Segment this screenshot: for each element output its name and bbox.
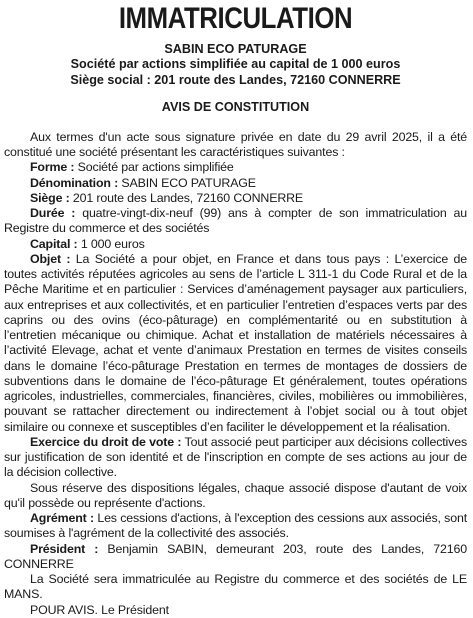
- president-value: Benjamin SABIN, demeurant 203, route des Landes, 72160 CONNERRE: [4, 541, 467, 571]
- agrement-paragraph: [4, 511, 467, 542]
- siege-paragraph: [4, 191, 467, 206]
- siege-label: Siège :: [30, 190, 70, 205]
- denomination-value: SABIN ECO PATURAGE: [118, 175, 256, 190]
- signature-paragraph: POUR AVIS. Le Président: [30, 602, 169, 617]
- exercice-paragraph: [4, 435, 467, 481]
- company-name: SABIN ECO PATURAGE: [164, 42, 307, 56]
- company-seat: Siège social : 201 route des Landes, 72160 CONNERRE: [70, 72, 401, 87]
- forme-label: Forme :: [30, 160, 75, 175]
- notice-body: [4, 130, 467, 618]
- capital-value: 1 000 euros: [77, 236, 145, 251]
- objet-paragraph: [4, 252, 467, 435]
- exercice-value: Tout associé peut participer aux décisions collectives sur justification de son identité et de l'inscription en compte de ses actions au jour de la décision collective.: [4, 434, 467, 480]
- capital-paragraph: [4, 237, 467, 252]
- capital-label: Capital :: [30, 236, 78, 251]
- duree-label: Durée :: [30, 206, 76, 221]
- notice-heading: AVIS DE CONSTITUTION: [161, 99, 310, 114]
- objet-label: Objet :: [30, 251, 71, 266]
- siege-value: 201 route des Landes, 72160 CONNERRE: [69, 190, 304, 205]
- agrement-label: Agrément :: [30, 511, 94, 526]
- intro-paragraph: Aux termes d'un acte sous signature privée en date du 29 avril 2025, il a été constitué une société présentant les caractéristiques suivantes :: [4, 129, 467, 160]
- duree-value: quatre-vingt-dix-neuf (99) ans à compter de son immatriculation au Registre du commerce et des sociétés: [4, 206, 468, 236]
- forme-value: Société par actions simplifiée: [74, 160, 234, 175]
- company-form-capital: Société par actions simplifiée au capital de 1 000 euros: [70, 57, 401, 72]
- company-header: [4, 42, 467, 88]
- denomination-label: Dénomination :: [30, 175, 119, 190]
- agrement-value: Les cessions d'actions, à l'exception des cessions aux associés, sont soumises à l'agrément de la collectivité des associés.: [4, 511, 467, 541]
- denomination-paragraph: [4, 176, 467, 191]
- exercice-label: Exercice du droit de vote :: [30, 434, 182, 449]
- president-paragraph: [4, 542, 467, 573]
- forme-paragraph: [4, 160, 467, 175]
- reserve-paragraph: Sous réserve des dispositions légales, chaque associé dispose d'autant de voix qu'il possède ou représente d'actions.: [4, 480, 467, 510]
- objet-value: La Société a pour objet, en France et dans tous pays : L’exercice de toutes activités réputées agricoles au sens de l’article L 311-1 du Code Rural et de la Pêche Maritime et en particulier : Services d’aménagement paysager aux particuliers, aux entreprises et aux collectivités, et en particulier l’entretien d’espaces verts par des caprins ou des ovins (éco-pâturage) en complémentarité ou en substitution à l’entretien mécanique ou chimique. Achat et installation de matériels nécessaires à l’activité Elevage, achat et vente d’animaux Prestation en termes de visites conseils dans le domaine l’éco-pâturage Prestation en termes de montages de dossiers de subventions dans le domaine de l’éco-pâturage Et généralement, toutes opérations agricoles, industrielles, commerciales, financières, civiles, mobilières ou immobilières, pouvant se rattacher directement ou indirectement à l’objet social ou à tout objet similaire ou connexe et susceptibles d’en faciliter le développement et la réalisation.: [4, 251, 468, 434]
- notice-title: IMMATRICULATION: [118, 2, 353, 35]
- immatriculation-paragraph: La Société sera immatriculée au Registre du commerce et des sociétés de LE MANS.: [4, 572, 467, 602]
- duree-paragraph: [4, 206, 467, 237]
- president-label: Président :: [30, 541, 99, 556]
